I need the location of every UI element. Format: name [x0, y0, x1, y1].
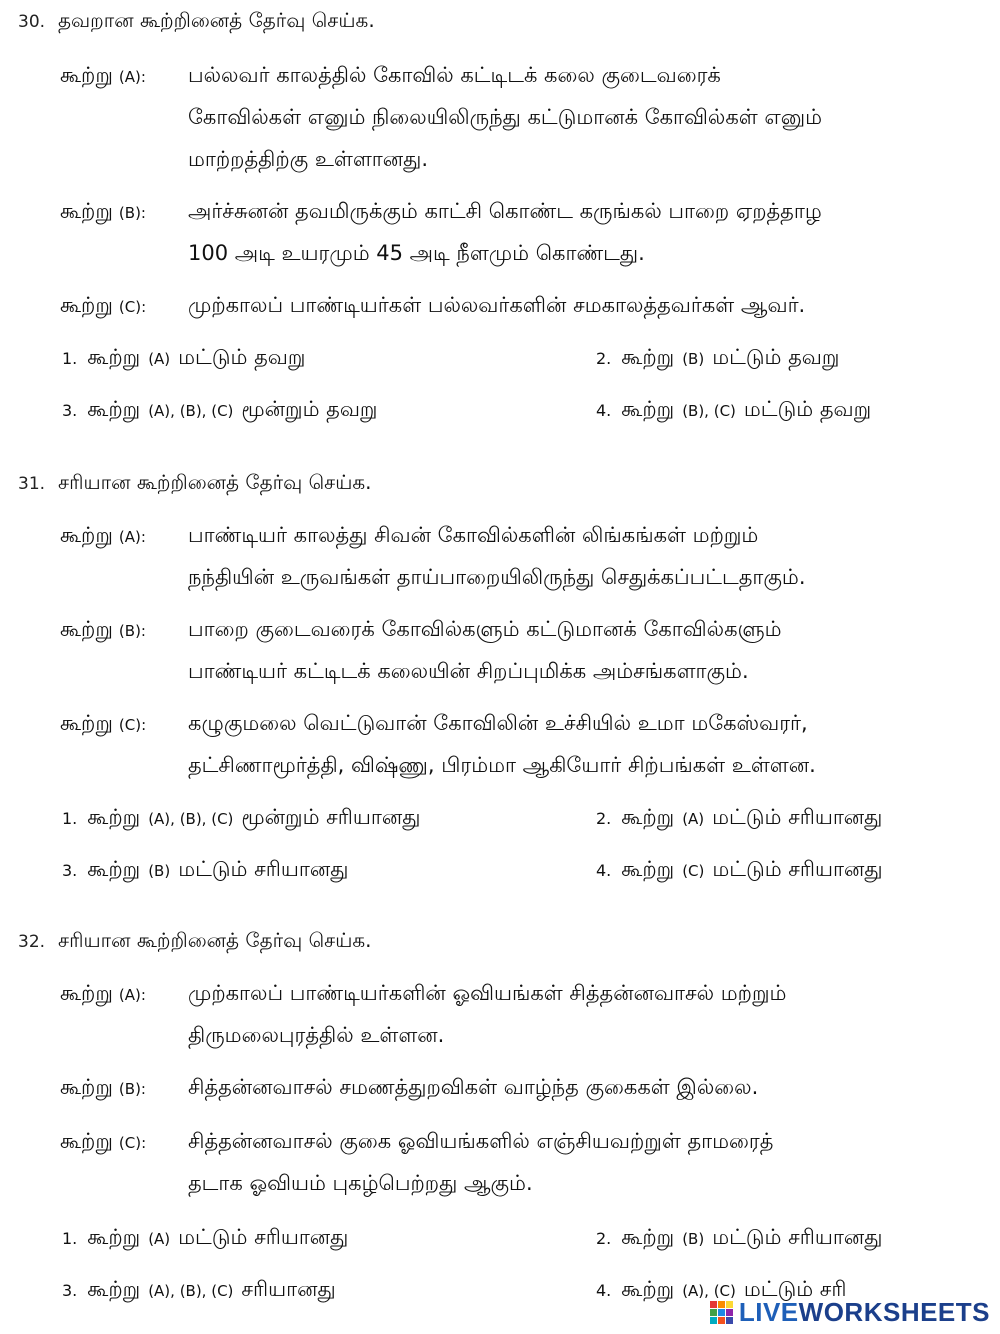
- option-30-4[interactable]: 4. கூற்று (B), (C) மட்டும் தவறு: [596, 397, 872, 421]
- statement-line: முற்காலப் பாண்டியர்களின் ஓவியங்கள் சித்தன்னவாசல் மற்றும்: [188, 981, 787, 1005]
- statement-line: கோவில்கள் எனும் நிலையிலிருந்து கட்டுமானக் கோவில்கள் எனும்: [188, 105, 823, 129]
- statement-line: சித்தன்னவாசல் சமணத்துறவிகள் வாழ்ந்த குகைகள் இல்லை.: [188, 1075, 759, 1099]
- statement-tag: (A):: [118, 528, 146, 546]
- statement-line: பாண்டியர் கட்டிடக் கலையின் சிறப்புமிக்க அம்சங்களாகும்.: [188, 659, 749, 683]
- liveworksheets-mark-icon: [710, 1301, 733, 1324]
- option-number: 2.: [596, 349, 612, 368]
- statement-label: கூற்று: [60, 523, 113, 547]
- statement-line: முற்காலப் பாண்டியர்கள் பல்லவர்களின் சமகாலத்தவர்கள் ஆவர்.: [188, 293, 806, 317]
- option-number: 3.: [62, 401, 78, 420]
- statement-30-a: [60, 54, 970, 180]
- statement-tag: (C):: [118, 716, 147, 734]
- statement-tag: (C):: [118, 1134, 147, 1152]
- statement-label: கூற்று: [60, 63, 113, 87]
- statement-label: கூற்று: [60, 1075, 113, 1099]
- option-32-2[interactable]: 2. கூற்று (B) மட்டும் சரியானது: [596, 1225, 883, 1249]
- option-number: 3.: [62, 1281, 78, 1300]
- statement-label: கூற்று: [60, 1129, 113, 1153]
- option-number: 4.: [596, 1281, 612, 1300]
- option-number: 2.: [596, 809, 612, 828]
- statement-label: கூற்று: [60, 199, 113, 223]
- question-number: 31.: [18, 474, 46, 494]
- statement-32-c: [60, 1120, 970, 1204]
- statement-line: நந்தியின் உருவங்கள் தாய்பாறையிலிருந்து செதுக்கப்பட்டதாகும்.: [188, 565, 806, 589]
- option-32-4[interactable]: 4. கூற்று (A), (C) மட்டும் சரி: [596, 1277, 847, 1301]
- statement-tag: (B):: [118, 622, 146, 640]
- statement-line: தடாக ஓவியம் புகழ்பெற்றது ஆகும்.: [188, 1171, 533, 1195]
- option-30-2[interactable]: 2. கூற்று (B) மட்டும் தவறு: [596, 345, 840, 369]
- statement-31-c: [60, 702, 970, 786]
- option-number: 2.: [596, 1229, 612, 1248]
- statement-tag: (B):: [118, 1080, 146, 1098]
- statement-line: பாண்டியர் காலத்து சிவன் கோவில்களின் லிங்கங்கள் மற்றும்: [188, 523, 759, 547]
- option-31-4[interactable]: 4. கூற்று (C) மட்டும் சரியானது: [596, 857, 883, 881]
- question-number: 30.: [18, 12, 46, 32]
- option-30-1[interactable]: 1. கூற்று (A) மட்டும் தவறு: [62, 345, 306, 369]
- statement-line: தட்சிணாமூர்த்தி, விஷ்ணு, பிரம்மா ஆகியோர் சிற்பங்கள் உள்ளன.: [188, 753, 816, 777]
- statement-label: கூற்று: [60, 617, 113, 641]
- option-number: 4.: [596, 861, 612, 880]
- option-31-3[interactable]: 3. கூற்று (B) மட்டும் சரியானது: [62, 857, 349, 881]
- statement-30-b: [60, 190, 970, 274]
- statement-tag: (B):: [118, 204, 146, 222]
- question-title: சரியான கூற்றினைத் தேர்வு செய்க.: [58, 928, 372, 952]
- liveworksheets-logo: [710, 1297, 990, 1328]
- statement-30-c: [60, 284, 970, 326]
- option-32-3[interactable]: 3. கூற்று (A), (B), (C) சரியானது: [62, 1277, 336, 1301]
- option-32-1[interactable]: 1. கூற்று (A) மட்டும் சரியானது: [62, 1225, 349, 1249]
- statement-line: திருமலைபுரத்தில் உள்ளன.: [188, 1023, 445, 1047]
- question-title: தவறான கூற்றினைத் தேர்வு செய்க.: [58, 8, 375, 32]
- option-number: 4.: [596, 401, 612, 420]
- option-31-2[interactable]: 2. கூற்று (A) மட்டும் சரியானது: [596, 805, 883, 829]
- statement-line: அர்ச்சுனன் தவமிருக்கும் காட்சி கொண்ட கருங்கல் பாறை ஏறத்தாழ: [188, 199, 822, 223]
- statement-32-b: [60, 1066, 970, 1108]
- question-number: 32.: [18, 932, 46, 952]
- question-title: சரியான கூற்றினைத் தேர்வு செய்க.: [58, 470, 372, 494]
- option-30-3[interactable]: 3. கூற்று (A), (B), (C) மூன்றும் தவறு: [62, 397, 378, 421]
- statement-line: சித்தன்னவாசல் குகை ஓவியங்களில் எஞ்சியவற்றுள் தாமரைத்: [188, 1129, 774, 1153]
- statement-tag: (A):: [118, 68, 146, 86]
- statement-line: பாறை குடைவரைக் கோவில்களும் கட்டுமானக் கோவில்களும்: [188, 617, 782, 641]
- statement-32-a: [60, 972, 970, 1056]
- statement-line: மாற்றத்திற்கு உள்ளானது.: [188, 147, 429, 171]
- option-number: 1.: [62, 349, 78, 368]
- statement-31-b: [60, 608, 970, 692]
- question-31-heading: [18, 468, 372, 498]
- liveworksheets-wordmark: LIVEWORKSHEETS: [738, 1297, 990, 1327]
- option-number: 1.: [62, 809, 78, 828]
- statement-line: 100 அடி உயரமும் 45 அடி நீளமும் கொண்டது.: [188, 241, 645, 265]
- statement-31-a: [60, 514, 970, 598]
- statement-tag: (C):: [118, 298, 147, 316]
- option-31-1[interactable]: 1. கூற்று (A), (B), (C) மூன்றும் சரியானது: [62, 805, 421, 829]
- statement-label: கூற்று: [60, 293, 113, 317]
- statement-label: கூற்று: [60, 711, 113, 735]
- statement-label: கூற்று: [60, 981, 113, 1005]
- question-32-heading: [18, 926, 372, 956]
- statement-tag: (A):: [118, 986, 146, 1004]
- statement-line: கழுகுமலை வெட்டுவான் கோவிலின் உச்சியில் உமா மகேஸ்வரர்,: [188, 711, 808, 735]
- option-number: 1.: [62, 1229, 78, 1248]
- statement-line: பல்லவர் காலத்தில் கோவில் கட்டிடக் கலை குடைவரைக்: [188, 63, 721, 87]
- option-number: 3.: [62, 861, 78, 880]
- question-30-heading: [18, 6, 375, 36]
